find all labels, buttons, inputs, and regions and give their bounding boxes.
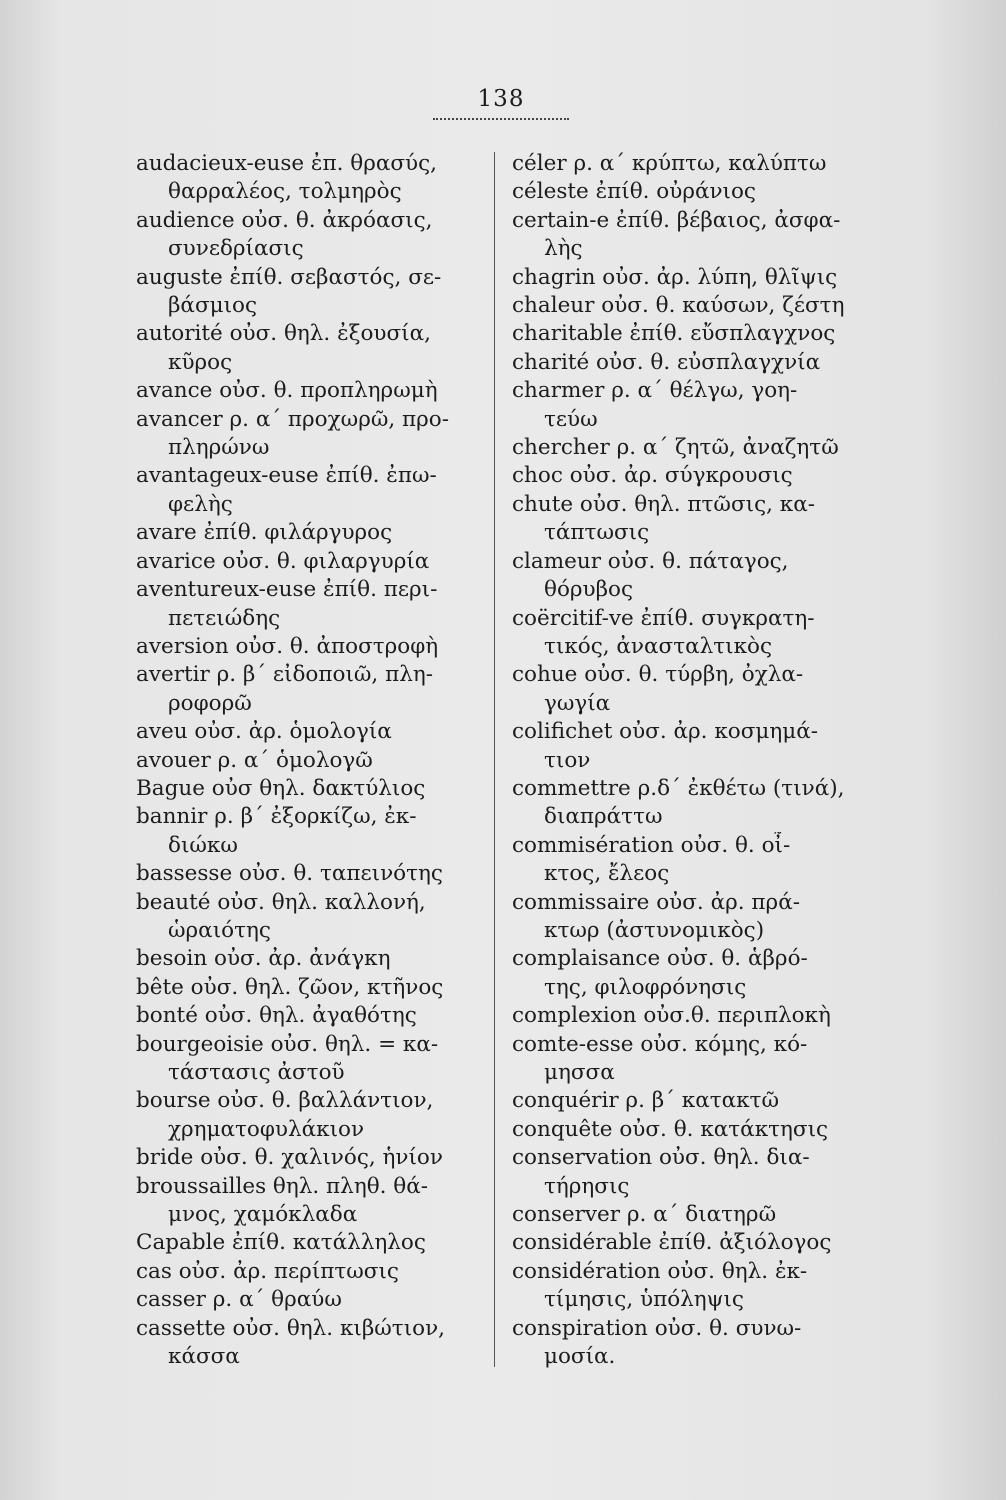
entry-headword-line: avarice οὐσ. θ. φιλαργυρία [136,548,430,574]
dictionary-entry [136,718,491,746]
entry-continuation-line: διώκω [168,832,238,858]
entry-headword-line: commisération οὐσ. θ. οἶ- [512,832,791,858]
dictionary-entry [136,548,491,576]
entry-continuation-line: μνος, χαμόκλαδα [168,1202,358,1228]
dictionary-entry [512,264,867,292]
entry-headword-line: cas οὐσ. ἀρ. περίπτωσις [136,1258,399,1284]
entry-continuation-line: θαρραλέος, τολμηρὸς [168,179,402,205]
entry-headword-line: avancer ρ. α΄ προχωρῶ, προ- [136,406,450,432]
dictionary-entry [136,377,491,405]
dictionary-entry [136,406,491,463]
entry-headword-line: auguste ἐπίθ. σεβαστός, σε- [136,264,442,290]
dictionary-entry [136,747,491,775]
entry-continuation-line: τικός, ἀνασταλτικὸς [544,633,772,659]
entry-continuation-line: κάσσα [168,1344,240,1370]
dictionary-entry [136,1229,491,1257]
dictionary-entry [512,1201,867,1229]
entry-headword-line: cohue οὐσ. θ. τύρβη, ὀχλα- [512,662,804,688]
entry-continuation-line: κῦρος [168,349,233,375]
dictionary-entry [512,178,867,206]
entry-headword-line: clameur οὐσ. θ. πάταγος, [512,548,789,574]
entry-headword-line: conquérir ρ. β΄ κατακτῶ [512,1088,779,1114]
entry-headword-line: conspiration οὐσ. θ. συνω- [512,1315,802,1341]
dictionary-entry [136,889,491,946]
dictionary-entry [512,292,867,320]
dictionary-entry [136,207,491,264]
dictionary-entry [512,1315,867,1372]
dictionary-entry [512,349,867,377]
right-column [512,150,867,1371]
entry-headword-line: commissaire οὐσ. ἀρ. πρά- [512,889,800,915]
dictionary-entry [512,150,867,178]
entry-continuation-line: τήρησις [544,1173,630,1199]
dictionary-entry [136,1031,491,1088]
entry-headword-line: considération οὐσ. θηλ. ἐκ- [512,1258,808,1284]
entry-headword-line: céleste ἐπίθ. οὐράνιος [512,179,756,205]
dictionary-entry [512,718,867,775]
dictionary-entry [136,803,491,860]
dictionary-entry [136,974,491,1002]
dictionary-entry [512,548,867,605]
entry-headword-line: cassette οὐσ. θηλ. κιβώτιον, [136,1315,445,1341]
entry-headword-line: chagrin οὐσ. ἀρ. λύπη, θλῖψις [512,264,838,290]
entry-headword-line: charmer ρ. α΄ θέλγω, γοη- [512,378,798,404]
dictionary-entry [512,377,867,434]
dictionary-entry [136,320,491,377]
entry-continuation-line: φελὴς [168,491,233,517]
entry-continuation-line: της, φιλοφρόνησις [544,974,747,1000]
entry-headword-line: chercher ρ. α΄ ζητῶ, ἀναζητῶ [512,435,839,461]
entry-headword-line: avouer ρ. α΄ ὁμολογῶ [136,747,373,773]
entry-continuation-line: χρηματοφυλάκιον [168,1116,365,1142]
entry-headword-line: bonté οὐσ. θηλ. ἀγαθότης [136,1003,417,1029]
dictionary-entry [136,1315,491,1372]
dictionary-entry [136,1173,491,1230]
entry-headword-line: avantageux-euse ἐπίθ. ἐπω- [136,463,437,489]
entry-headword-line: comte-esse οὐσ. κόμης, κό- [512,1031,808,1057]
entry-continuation-line: πληρώνω [168,435,270,461]
dictionary-entry [136,1144,491,1172]
entry-continuation-line: διαπράττω [544,804,663,830]
entry-continuation-line: συνεδρίασις [168,236,304,262]
dictionary-entry [512,1144,867,1201]
dictionary-entry [136,1286,491,1314]
entry-headword-line: bannir ρ. β΄ ἐξορκίζω, ἐκ- [136,804,417,830]
entry-headword-line: certain-e ἐπίθ. βέβαιος, ἀσφα- [512,207,841,233]
dictionary-entry [136,775,491,803]
entry-continuation-line: μοσία. [544,1344,616,1370]
entry-headword-line: considérable ἐπίθ. ἀξιόλογος [512,1230,832,1256]
dictionary-entry [136,264,491,321]
entry-continuation-line: ὡραιότης [168,917,271,943]
entry-headword-line: complexion οὐσ.θ. περιπλοκὴ [512,1003,831,1029]
dictionary-entry [512,1031,867,1088]
entry-headword-line: choc οὐσ. ἀρ. σύγκρουσις [512,463,793,489]
entry-headword-line: chaleur οὐσ. θ. καύσων, ζέστη [512,293,845,319]
dictionary-entry [512,434,867,462]
entry-headword-line: conservation οὐσ. θηλ. δια- [512,1145,810,1171]
dictionary-entry [512,1116,867,1144]
entry-headword-line: conquête οὐσ. θ. κατάκτησις [512,1116,829,1142]
dictionary-entry [512,945,867,1002]
entry-headword-line: charité οὐσ. θ. εὐσπλαγχνία [512,349,821,375]
entry-headword-line: audience οὐσ. θ. ἀκρόασις, [136,207,433,233]
entry-headword-line: aveu οὐσ. ἀρ. ὁμολογία [136,719,392,745]
entry-continuation-line: ροφορῶ [168,690,252,716]
entry-headword-line: coërcitif-ve ἐπίθ. συγκρατη- [512,605,815,631]
entry-headword-line: casser ρ. α΄ θραύω [136,1287,342,1313]
dictionary-entry [136,1002,491,1030]
dictionary-entry [512,661,867,718]
entry-headword-line: bête οὐσ. θηλ. ζῶον, κτῆνος [136,974,444,1000]
entry-continuation-line: μησσα [544,1060,615,1085]
entry-headword-line: bassesse οὐσ. θ. ταπεινότης [136,861,443,887]
dictionary-entry [136,860,491,888]
entry-headword-line: Bague οὐσ θηλ. δακτύλιος [136,775,426,801]
entry-headword-line: Capable ἐπίθ. κατάλληλος [136,1230,426,1256]
dictionary-entry [136,519,491,547]
entry-continuation-line: λὴς [544,236,583,262]
entry-continuation-line: κτωρ (ἀστυνομικὸς) [544,917,765,943]
dictionary-entry [512,832,867,889]
entry-headword-line: avare ἐπίθ. φιλάργυρος [136,520,393,546]
dictionary-entry [136,576,491,633]
entry-headword-line: aversion οὐσ. θ. ἀποστροφὴ [136,633,439,659]
entry-headword-line: colifichet οὐσ. ἀρ. κοσμημά- [512,719,819,745]
dictionary-entry [512,1229,867,1257]
dictionary-entry [136,1258,491,1286]
entry-headword-line: broussailles θηλ. πληθ. θά- [136,1173,429,1199]
entry-headword-line: bourgeoisie οὐσ. θηλ. = κα- [136,1031,439,1057]
entry-headword-line: conserver ρ. α΄ διατηρῶ [512,1202,777,1228]
entry-continuation-line: τάστασις ἀστοῦ [168,1060,345,1085]
dictionary-entry [136,150,491,207]
entry-headword-line: beauté οὐσ. θηλ. καλλονή, [136,889,426,915]
entry-continuation-line: πετειώδης [168,605,281,631]
column-divider [494,152,495,1367]
entry-headword-line: audacieux-euse ἐπ. θρασύς, [136,151,437,176]
page-number: 138 [433,86,569,120]
entry-continuation-line: τεύω [544,406,598,432]
entry-continuation-line: βάσμιος [168,293,258,319]
entry-continuation-line: τάπτωσις [544,520,650,546]
dictionary-entry [512,775,867,832]
dictionary-entry [136,1087,491,1144]
dictionary-entry [512,462,867,490]
entry-continuation-line: κτος, ἔλεος [544,861,670,887]
entry-headword-line: bride οὐσ. θ. χαλινός, ἡνίον [136,1145,443,1171]
left-column [136,150,491,1371]
entry-headword-line: autorité οὐσ. θηλ. ἐξουσία, [136,321,431,347]
dictionary-entry [512,1087,867,1115]
entry-headword-line: complaisance οὐσ. θ. ἁβρό- [512,946,808,972]
dictionary-entry [512,320,867,348]
dictionary-entry [512,1002,867,1030]
dictionary-entry [512,491,867,548]
dictionary-entry [136,462,491,519]
dictionary-entry [136,633,491,661]
entry-continuation-line: τίμησις, ὑπόληψις [544,1287,744,1313]
entry-headword-line: chute οὐσ. θηλ. πτῶσις, κα- [512,491,816,517]
entry-headword-line: bourse οὐσ. θ. βαλλάντιον, [136,1088,434,1114]
dictionary-entry [512,1258,867,1315]
entry-headword-line: besoin οὐσ. ἀρ. ἀνάγκη [136,946,391,972]
entry-headword-line: avance οὐσ. θ. προπληρωμὴ [136,378,438,404]
dictionary-entry [512,889,867,946]
dictionary-entry [136,945,491,973]
entry-headword-line: aventureux-euse ἐπίθ. περι- [136,577,438,603]
entry-headword-line: avertir ρ. β΄ εἰδοποιῶ, πλη- [136,662,433,688]
dictionary-entry [512,605,867,662]
entry-continuation-line: θόρυβος [544,577,634,603]
entry-headword-line: charitable ἐπίθ. εὔσπλαγχνος [512,321,836,347]
dictionary-entry [136,661,491,718]
entry-headword-line: céler ρ. α΄ κρύπτω, καλύπτω [512,151,827,176]
dictionary-entry [512,207,867,264]
entry-continuation-line: τιον [544,747,591,773]
entry-headword-line: commettre ρ.δ΄ ἐκθέτω (τινά), [512,775,845,801]
entry-continuation-line: γωγία [544,690,611,716]
